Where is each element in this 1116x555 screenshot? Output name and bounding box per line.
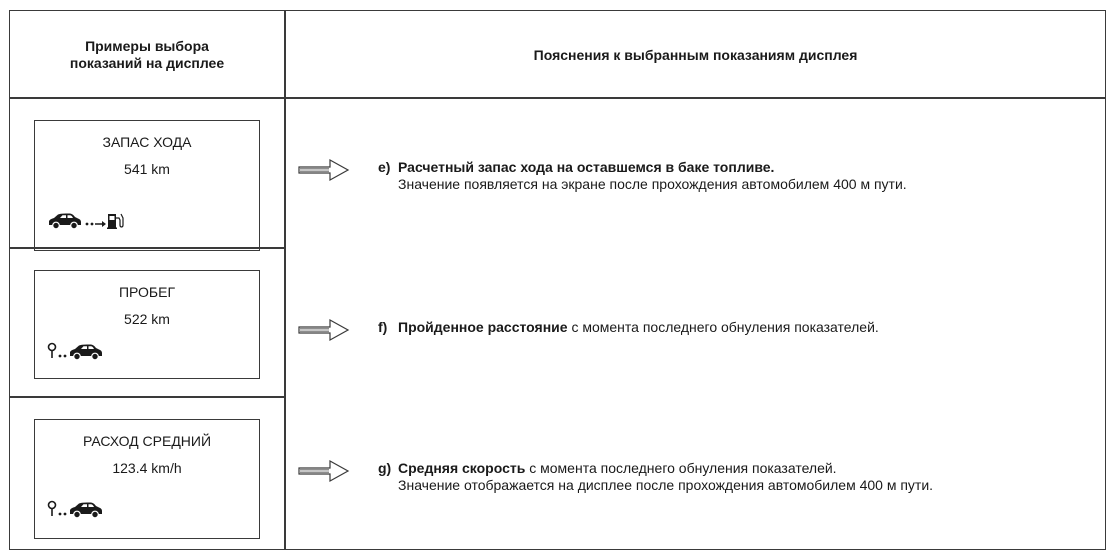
display-title: ПРОБЕГ: [118, 284, 176, 300]
row-letter: f): [378, 319, 388, 335]
row-text: [398, 319, 879, 336]
row-g-explanation: [298, 460, 933, 494]
car-icon: [49, 214, 81, 229]
display-title: РАСХОД СРЕДНИЙ: [82, 433, 212, 449]
header-right: Пояснения к выбранным показаниям дисплея: [533, 46, 858, 63]
row-bold-text: Расчетный запас хода на оставшемся в баке топливе.: [398, 159, 775, 175]
display-value: 123.4 km/h: [112, 460, 182, 476]
dotted-arrow-icon: [86, 221, 106, 227]
car-icon: [70, 503, 102, 518]
header-left: [10, 11, 284, 98]
arrow-icon: [298, 458, 350, 484]
display-average: [34, 419, 260, 539]
display-value: 522 km: [124, 311, 170, 327]
row-normal-text: с момента последнего обнуления показателей.: [567, 319, 879, 335]
row-bold-text: Средняя скорость: [398, 460, 526, 476]
dots-icon: [59, 513, 67, 516]
pin-icon: [49, 344, 56, 359]
row-normal-text: с момента последнего обнуления показателей.: [525, 460, 837, 476]
display-range: [34, 120, 260, 251]
arrow-icon: [298, 317, 350, 343]
row-letter: g): [378, 460, 392, 476]
row-letter: e): [378, 159, 391, 175]
fuel-pump-icon: [107, 214, 123, 229]
row-line2: Значение отображается на дисплее после прохождения автомобилем 400 м пути.: [398, 477, 934, 493]
pin-icon: [49, 502, 56, 517]
display-icons: [47, 497, 127, 526]
row-bold-text: Пройденное расстояние: [398, 319, 568, 335]
dots-icon: [59, 355, 67, 358]
display-distance: [34, 270, 260, 379]
header-left-line2: показаний на дисплее: [69, 54, 225, 71]
arrow-icon: [298, 157, 350, 183]
display-icons: [47, 339, 127, 368]
row-text: [398, 159, 907, 193]
display-title: ЗАПАС ХОДА: [102, 134, 192, 150]
header-left-line1: Примеры выбора: [85, 37, 209, 54]
row-e-explanation: [298, 159, 907, 193]
row-text: [398, 460, 933, 494]
explanation-table: [9, 10, 1106, 550]
display-icons: [47, 209, 137, 238]
row-line2: Значение появляется на экране после прохождения автомобилем 400 м пути.: [398, 176, 907, 192]
car-icon: [70, 345, 102, 360]
row-divider: [10, 396, 284, 398]
row-f-explanation: [298, 319, 879, 343]
display-value: 541 km: [124, 161, 170, 177]
